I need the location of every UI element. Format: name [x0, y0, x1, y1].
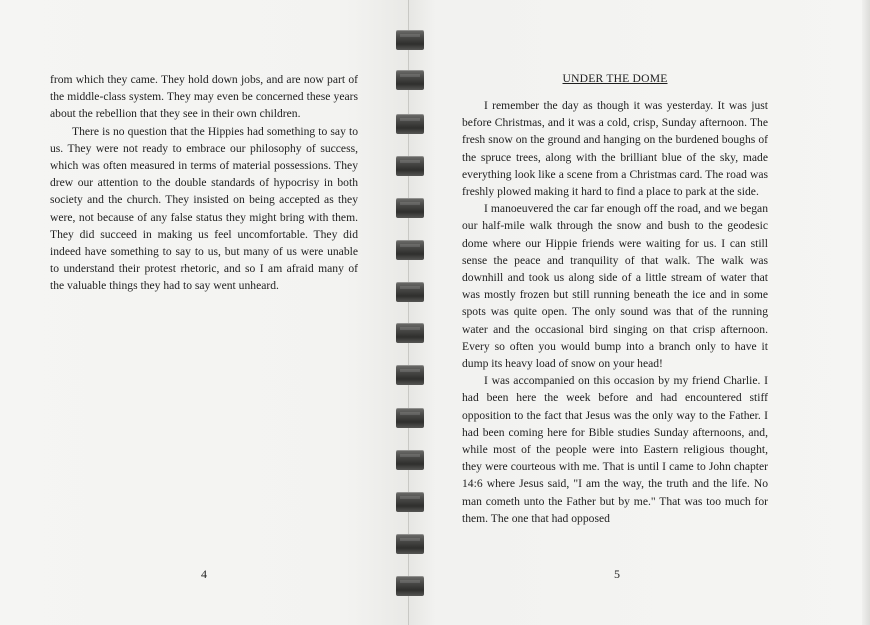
spine-line	[408, 0, 409, 625]
page-number: 4	[201, 567, 207, 581]
binding-ring	[396, 323, 424, 343]
binding-ring	[396, 534, 424, 554]
binding-ring	[396, 450, 424, 470]
paragraph: I remember the day as though it was yesterday. It was just before Christmas, and it was a cold, crisp, Sunday afternoon. The fresh snow on the ground and hanging on the burdened boughs of the spruce trees, along with the brilliant blue of the sky, made everything look like a scene from a Christmas card. The road was freshly plowed making it hard to find a place to park at the side.	[462, 99, 768, 199]
binding-ring	[396, 408, 424, 428]
binding-ring	[396, 198, 424, 218]
binding-ring	[396, 30, 424, 50]
binding-ring	[396, 365, 424, 385]
binding-ring	[396, 70, 424, 90]
binding-ring	[396, 492, 424, 512]
left-page-text	[50, 71, 358, 295]
binding-ring	[396, 156, 424, 176]
chapter-heading: UNDER THE DOME	[562, 72, 668, 85]
binding-ring	[396, 240, 424, 260]
right-page-text	[462, 97, 768, 527]
paragraph: from which they came. They hold down jobs, and are now part of the middle-class system. They may even be concerned these years about the rebellion that they see in their own children.	[50, 73, 358, 121]
page-edge-shadow	[862, 0, 870, 625]
paragraph: I manoeuvered the car far enough off the road, and we began our half-mile walk through the snow and bush to the geodesic dome where our Hippie friends were waiting for us. I can still sense the peace and tranquility of that walk. The walk was downhill and took us along side of a little stream of water that was mostly frozen but still running beneath the ice and in some spots was quite open. The only sound was that of the running water and the occasional bird singing on that crisp afternoon. Every so often you would bump into a branch only to have it dump its heavy load of snow on your head!	[462, 202, 768, 371]
paragraph: There is no question that the Hippies had something to say to us. They were not ready to embrace our philosophy of success, which was often measured in terms of material possessions. They drew our attention to the double standards of hypocrisy in both society and the church. They insisted on being accepted as they were, not because of any false status they might bring with them. They did succeed in making us feel uncomfortable. They did indeed have something to say to us, but many of us were unable to understand their protest rhetoric, and so I am afraid many of the valuable things they had to say went unheard.	[50, 124, 358, 293]
binding-ring	[396, 576, 424, 596]
page-number: 5	[614, 567, 620, 581]
binding-ring	[396, 114, 424, 134]
binding-ring	[396, 282, 424, 302]
spiral-binding	[394, 0, 428, 625]
paragraph: I was accompanied on this occasion by my friend Charlie. I had been here the week before and had encountered stiff opposition to the fact that Jesus was the only way to the Father. I had been coming here for Bible studies Sunday afternoons, and, while most of the people were into Eastern religious thought, they were courteous with me. That is until I came to John chapter 14:6 where Jesus said, "I am the way, the truth and the life. No man cometh unto the Father but by me." That was too much for them. The one that had opposed	[462, 374, 768, 525]
left-page	[0, 0, 408, 625]
